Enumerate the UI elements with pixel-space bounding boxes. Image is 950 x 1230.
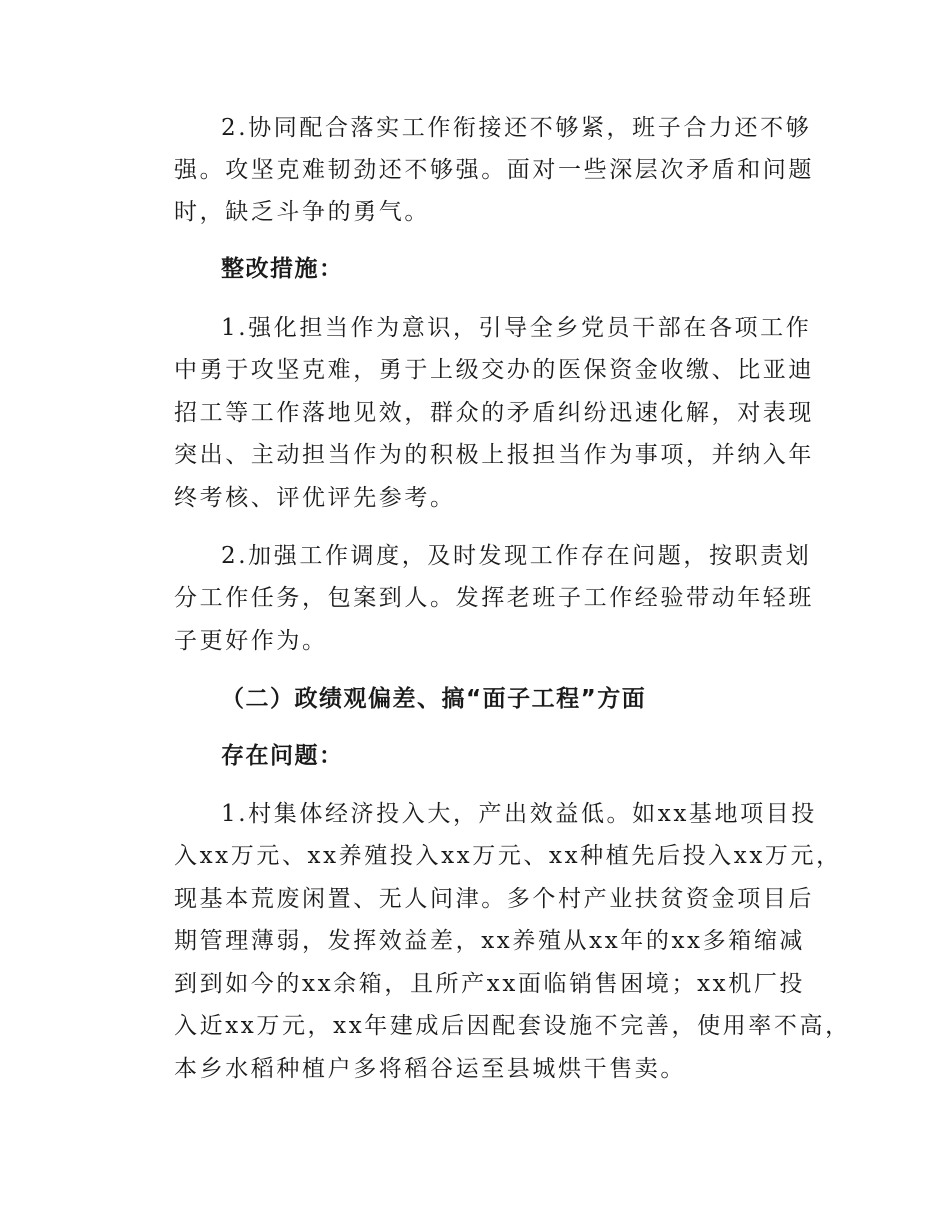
paragraph-line: 期管理薄弱，发挥效益差，xx养殖从xx年的xx多箱缩减 [174, 928, 806, 954]
paragraph-line: 突出、主动担当作为的积极上报担当作为事项，并纳入年 [174, 442, 814, 468]
paragraph-line: 到到如今的xx余箱，且所产xx面临销售困境；xx机厂投 [174, 971, 806, 997]
paragraph-line: 本乡水稻种植户多将稻谷运至县城烘干售卖。 [174, 1056, 686, 1082]
paragraph-line: 强。攻坚克难韧劲还不够强。面对一些深层次矛盾和问题 [174, 157, 814, 183]
subheading-existing-problems: 存在问题： [221, 743, 344, 769]
paragraph-line: 入xx万元、xx养殖投入xx万元、xx种植先后投入xx万元， [174, 843, 842, 869]
paragraph-line: 1.村集体经济投入大，产出效益低。如xx基地项目投 [221, 801, 817, 827]
paragraph-line: 子更好作为。 [174, 628, 328, 654]
section-title: （二）政绩观偏差、搞“面子工程”方面 [221, 686, 647, 712]
paragraph-line: 终考核、评优评先参考。 [174, 485, 456, 511]
paragraph-line: 入近xx万元，xx年建成后因配套设施不完善，使用率不高， [174, 1013, 851, 1039]
paragraph-line: 1.强化担当作为意识，引导全乡党员干部在各项工作 [221, 315, 812, 341]
paragraph-line: 招工等工作落地见效，群众的矛盾纠纷迅速化解，对表现 [174, 400, 814, 426]
paragraph-line: 现基本荒废闲置、无人问津。多个村产业扶贫资金项目后 [174, 886, 814, 912]
paragraph-line: 2.协同配合落实工作衔接还不够紧，班子合力还不够 [221, 115, 812, 141]
paragraph-line: 中勇于攻坚克难，勇于上级交办的医保资金收缴、比亚迪 [174, 357, 814, 383]
paragraph-line: 时，缺乏斗争的勇气。 [174, 199, 430, 225]
paragraph-line: 分工作任务，包案到人。发挥老班子工作经验带动年轻班 [174, 585, 814, 611]
subheading-rectification-measures: 整改措施： [221, 256, 344, 282]
paragraph-line: 2.加强工作调度，及时发现工作存在问题，按职责划 [221, 543, 812, 569]
